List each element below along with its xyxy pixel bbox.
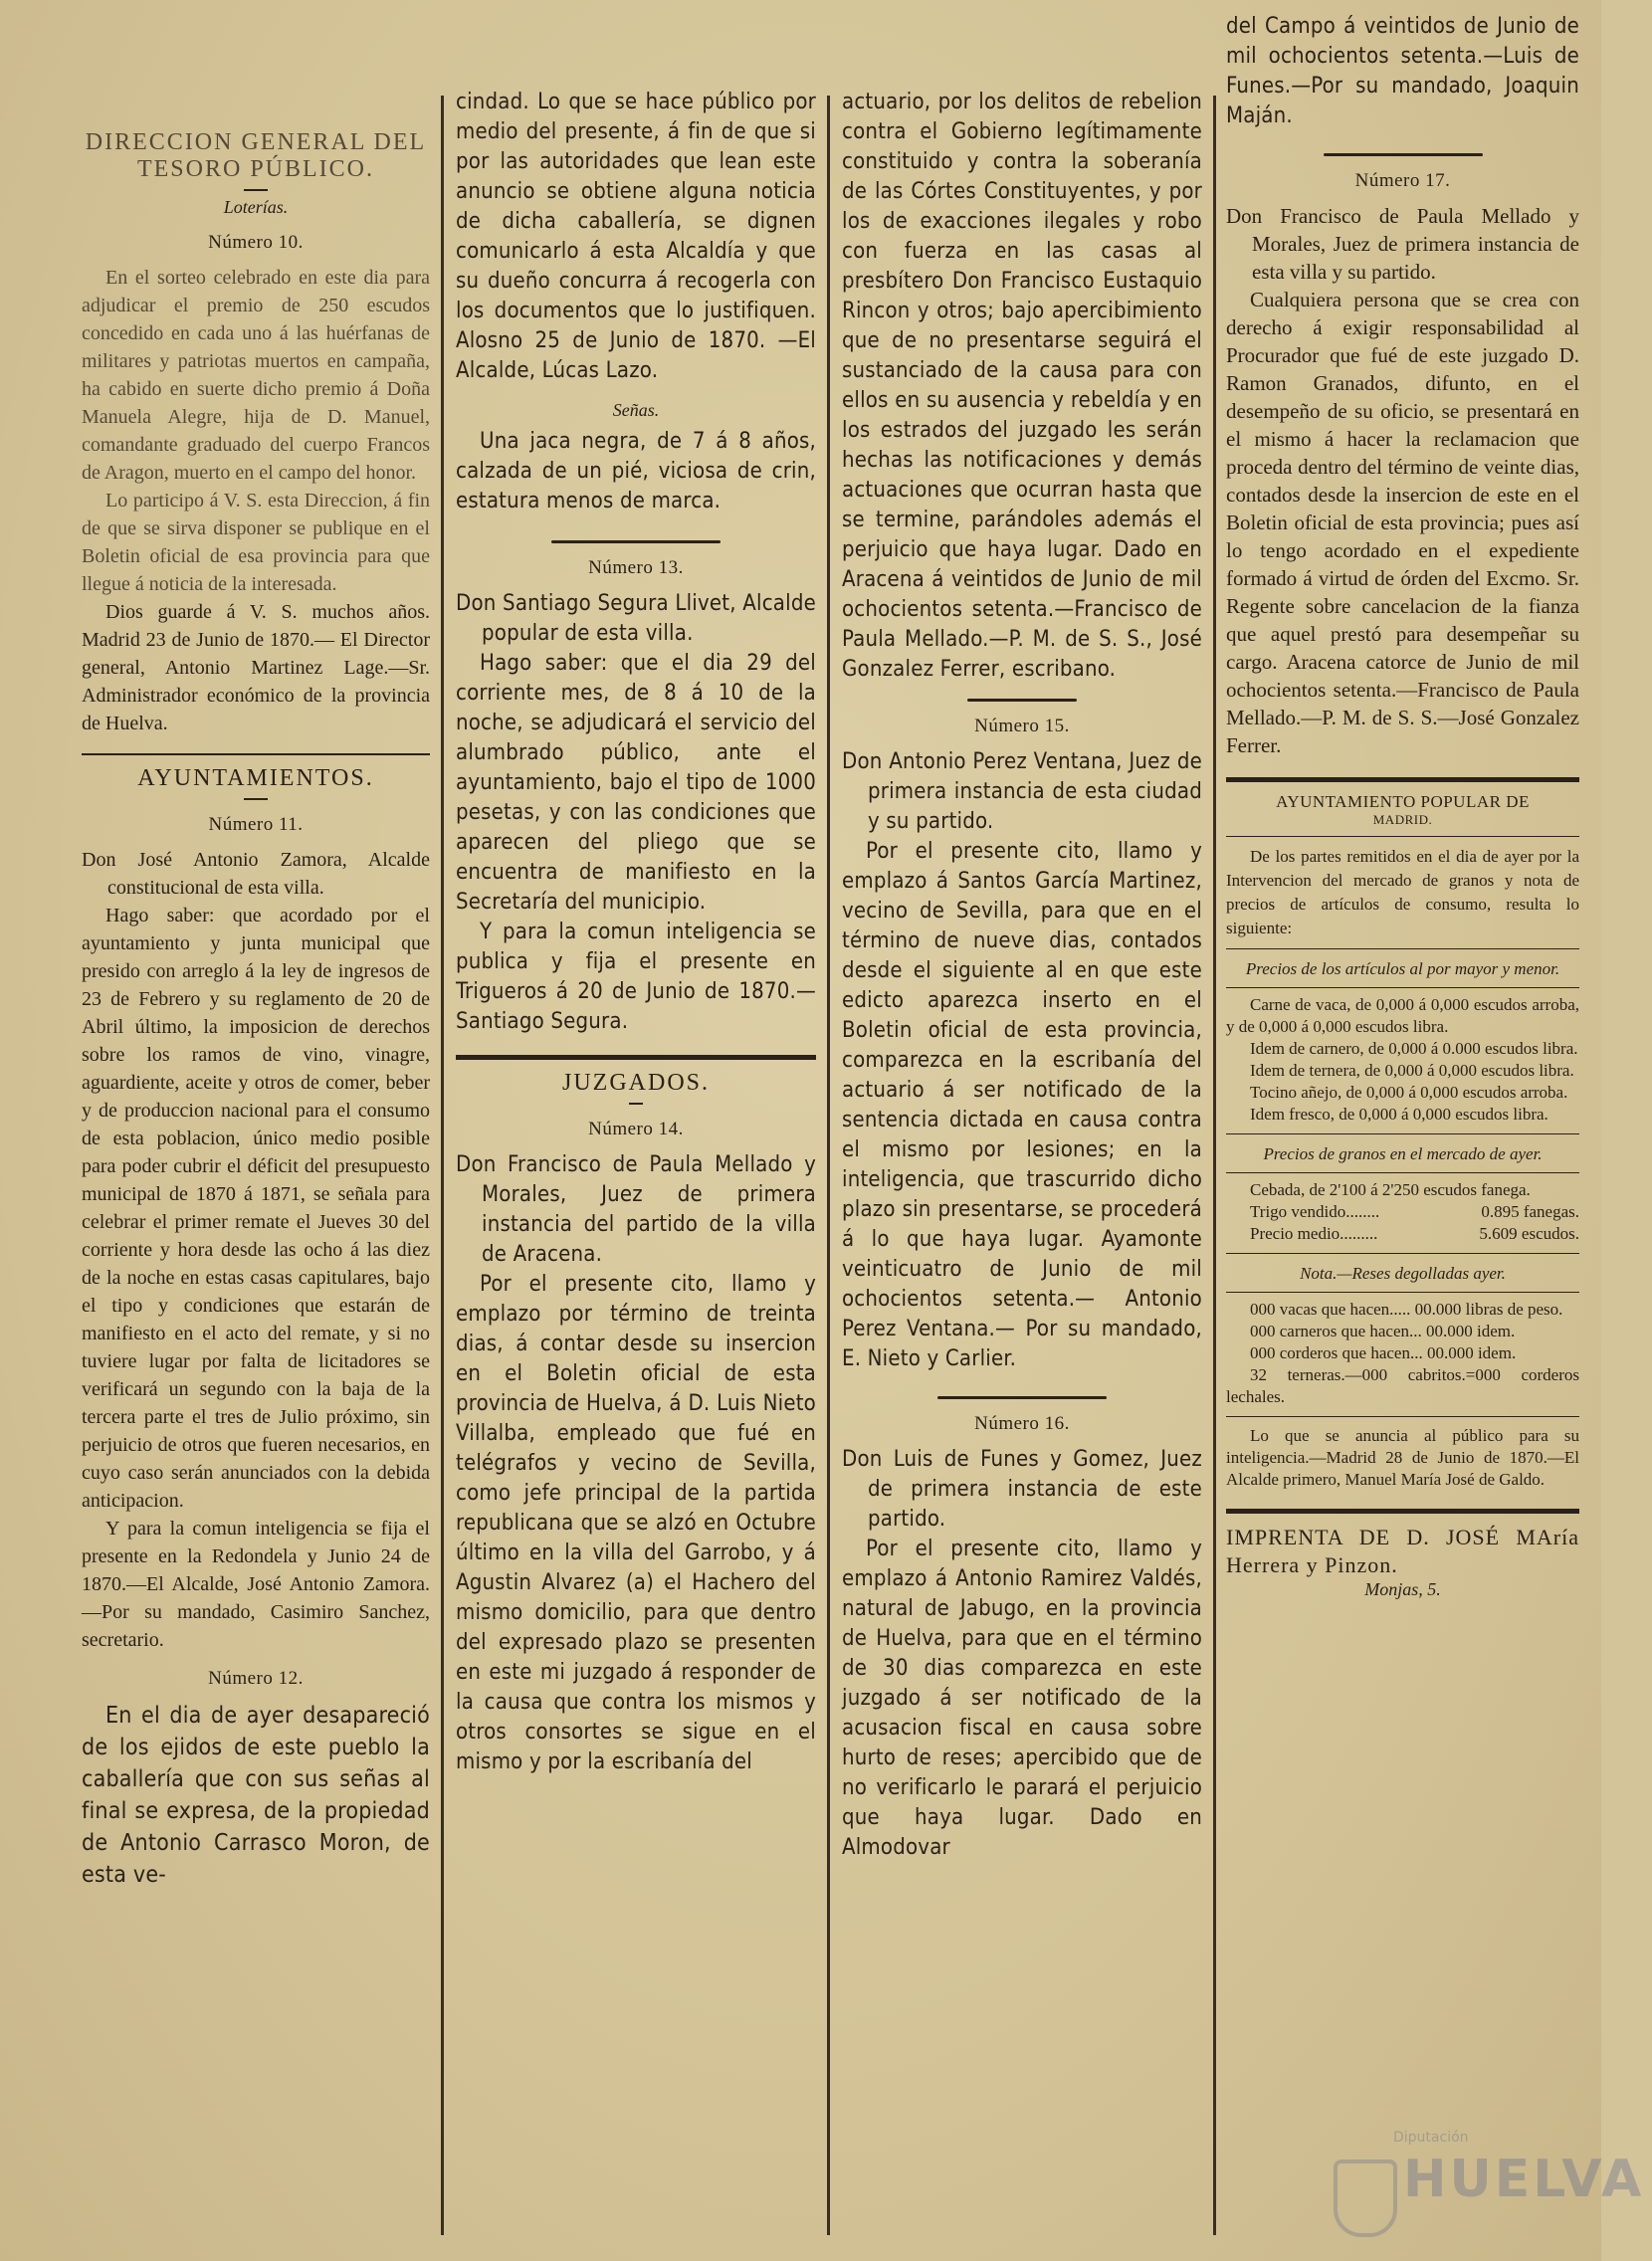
subsection-label: Precios de los artículos al por mayor y menor. <box>1245 959 1560 978</box>
notice-body: Hago saber: que acordado por el ayuntamiento y junta municipal que presido con arreglo á la ley de ingresos de 23 de Febrero y su reglamento de 20 de Abril último, la imposicion de derechos sobre los ramos de vino, vinagre, aguardiente, aceite y otros de comer, beber y de produccion nacional para el consumo de esta poblacion, único medio posible para poder cubrir el déficit del presupuesto municipal de 1870 á 1871, se señala para celebrar el primer remate el Jueves 30 del corriente y hora desde las ocho á las diez de la noche en estas casas capitulares, bajo el tipo y condiciones que estarán de manifiesto en el acto del remate, y si no tuviere lugar por falta de licitadores se verificará un segundo con la baja de la tercera parte el tres de Julio próximo, sin perjuicio de otros que fueren necesarios, en cuyo caso serán anunciados con la debida anticipacion. <box>82 905 430 1512</box>
price-value: 0.895 fanegas. <box>1481 1202 1579 1221</box>
notice-number: Número 11. <box>208 814 304 835</box>
notice-body: Y para la comun inteligencia se fija el presente en la Redondela y Junio 24 de 1870.—El Alcalde, José Antonio Zamora.—Por su mandado, Casimiro Sanchez, secretario. <box>82 1518 430 1651</box>
divider <box>1226 1133 1579 1134</box>
divider <box>1226 1253 1579 1254</box>
section-title-madrid: AYUNTAMIENTO POPULAR DE <box>1276 792 1530 811</box>
divider <box>967 699 1077 702</box>
section-title-ayuntamientos: AYUNTAMIENTOS. <box>137 765 374 791</box>
divider <box>1324 153 1483 156</box>
divider <box>937 1396 1107 1399</box>
section-subtitle: MADRID. <box>1372 812 1433 827</box>
divider <box>1226 987 1579 988</box>
divider <box>1226 948 1579 949</box>
price-line: Carne de vaca, de 0,000 á 0,000 escudos arroba, y de 0,000 á 0,000 escudos libra. <box>1226 995 1579 1036</box>
price-line: Tocino añejo, de 0,000 á 0,000 escudos arroba. <box>1250 1083 1568 1102</box>
notice-body: actuario, por los delitos de rebelion contra el Gobierno legítimamente constituido y contra la soberanía de las Córtes Constituyentes, y por los de exacciones ilegales y robo con fuerza en las casas al presbítero Don Francisco Eustaquio Rincon y otros; bajo apercibimiento que de no presentarse seguirá el sustanciado de la causa para con ellos en su ausencia y rebeldía y en los estrados del juzgado les serán hechas las notificaciones y demás actuaciones que ocurran hasta que se termine, parándoles además el perjuicio que haya lugar. Dado en Aracena á veintidos de Junio de mil ochocientos setenta.—Francisco de Paula Mellado.—P. M. de S. S., José Gonzalez Ferrer, escribano. <box>842 90 1202 682</box>
notice-heading: Don Luis de Funes y Gomez, Juez de primera instancia de este partido. <box>842 1447 1202 1532</box>
divider <box>1226 836 1579 837</box>
notice-body: Una jaca negra, de 7 á 8 años, calzada de un pié, viciosa de crin, estatura menos de marca. <box>456 429 816 514</box>
notice-body: Por el presente cito, llamo y emplazo á Antonio Ramirez Valdés, natural de Jabugo, en la provincia de Huelva, para que en el término de 30 dias comparezca en este juzgado á ser notificado de la acusacion fiscal en causa sobre hurto de reses; apercibido que de no verificarlo le parará el perjuicio que haya lugar. Dado en Almodovar <box>842 1537 1202 1860</box>
divider <box>629 1103 643 1105</box>
divider <box>1226 1292 1579 1293</box>
notice-number: Número 13. <box>588 557 684 578</box>
notice-number: Número 15. <box>974 716 1070 736</box>
column-4 <box>1226 12 1579 2251</box>
notice-heading: Don Antonio Perez Ventana, Juez de primera instancia de esta ciudad y su partido. <box>842 749 1202 834</box>
divider <box>1226 777 1579 782</box>
watermark-subtitle: Diputación <box>1393 2130 1469 2146</box>
price-line: Idem fresco, de 0,000 á 0,000 escudos libra. <box>1250 1105 1549 1124</box>
price-value: 5.609 escudos. <box>1479 1224 1579 1243</box>
price-line: Cebada, de 2'100 á 2'250 escudos fanega. <box>1250 1180 1531 1199</box>
notice-body: del Campo á veintidos de Junio de mil ochocientos setenta.—Luis de Funes.—Por su mandado, Joaquin Maján. <box>1226 14 1579 128</box>
notice-body: De los partes remitidos en el dia de ayer por la Intervencion del mercado de granos y nota de precios de artículos de consumo, resulta lo siguiente: <box>1226 847 1579 937</box>
watermark-seal-icon <box>1334 2159 1397 2237</box>
notice-body: Y para la comun inteligencia se publica y fija el presente en Trigueros á 20 de Junio de 1870.—Santiago Segura. <box>456 920 816 1034</box>
subsection-label: Loterías. <box>223 197 289 217</box>
section-title-tesoro <box>82 129 430 183</box>
divider <box>244 189 268 191</box>
notice-number: Número 16. <box>974 1413 1070 1434</box>
subsection-label: Precios de granos en el mercado de ayer. <box>1263 1144 1543 1163</box>
column-rule <box>1213 96 1216 2235</box>
subsection-label: Señas. <box>612 400 660 420</box>
notice-heading: Don Francisco de Paula Mellado y Morales, Juez de primera instancia de esta villa y su partido. <box>1226 204 1579 284</box>
printer-address: Monjas, 5. <box>1364 1579 1441 1599</box>
notice-body: cindad. Lo que se hace público por medio del presente, á fin de que si por las autoridades que lean este anuncio se obtiene alguna noticia de dicha caballería, se dignen comunicarlo á esta Alcaldía y que su dueño concurra á recogerla con los documentos que lo justifiquen. Alosno 25 de Junio de 1870. —El Alcalde, Lúcas Lazo. <box>456 90 816 383</box>
notice-body: Dios guarde á V. S. muchos años. Madrid 23 de Junio de 1870.— El Director general, Antonio Martinez Lage.—Sr. Administrador económico de la provincia de Huelva. <box>82 601 430 734</box>
price-line: 000 carneros que hacen... 00.000 idem. <box>1250 1322 1516 1340</box>
divider <box>456 1055 816 1060</box>
notice-body: Por el presente cito, llamo y emplazo á Santos García Martinez, vecino de Sevilla, para que en el término de nueve dias, contados desde el siguiente al en que este edicto aparezca inserto en el Boletin oficial de esta provincia, comparezca en la escribanía del actuario á ser notificado de la sentencia dictada en causa contra el mismo por lesiones; en la inteligencia, que trascurrido dicho plazo sin presentarse, se procederá á lo que haya lugar. Ayamonte veinticuatro de Junio de mil ochocientos setenta.— Antonio Perez Ventana.— Por su mandado, E. Nieto y Carlier. <box>842 839 1202 1371</box>
price-label: Precio medio......... <box>1250 1224 1378 1243</box>
price-row <box>1226 1223 1579 1245</box>
price-line: 000 vacas que hacen..... 00.000 libras de peso. <box>1250 1300 1563 1319</box>
price-line: Idem de ternera, de 0,000 á 0,000 escudos libra. <box>1250 1061 1574 1080</box>
notice-number: Número 17. <box>1354 170 1451 191</box>
column-3 <box>842 88 1202 2247</box>
divider <box>82 753 430 755</box>
watermark-logo: HUELVA <box>1403 2150 1645 2209</box>
column-rule <box>441 96 444 2235</box>
notice-body: Lo que se anuncia al público para su inteligencia.—Madrid 28 de Junio de 1870.—El Alcalde primero, Manuel María José de Galdo. <box>1226 1426 1579 1489</box>
price-line: 000 corderos que hacen... 00.000 idem. <box>1250 1343 1517 1362</box>
notice-body: Lo participo á V. S. esta Direccion, á fin de que se sirva disponer se publique en el Boletin oficial de esa provincia para que llegue á noticia de la interesada. <box>82 490 430 595</box>
section-title-juzgados: JUZGADOS. <box>561 1070 710 1096</box>
section-title-line: TESORO PÚBLICO. <box>136 156 375 182</box>
column-2 <box>456 88 816 2247</box>
divider <box>1226 1509 1579 1514</box>
divider <box>1226 1416 1579 1417</box>
price-line: Idem de carnero, de 0,000 á 0.000 escudos libra. <box>1250 1039 1578 1058</box>
column-1 <box>82 88 430 2247</box>
notice-body: Por el presente cito, llamo y emplazo por término de treinta dias, á contar desde su insercion en el Boletin oficial de esta provincia de Huelva, á D. Luis Nieto Villalba, empleado que fué en telégrafos y vecino de Sevilla, como jefe principal de la partida republicana que se alzó en Octubre último en la villa del Garrobo, y á Agustin Alvarez (a) el Hachero del mismo domicilio, para que dentro del expresado plazo se presenten en este mi juzgado á responder de la causa que contra los mismos y otros consortes se sigue en el mismo y por la escribanía del <box>456 1272 816 1774</box>
section-title-line: DIRECCION GENERAL DEL <box>85 129 427 155</box>
notice-number: Número 12. <box>208 1668 304 1689</box>
notice-heading: Don José Antonio Zamora, Alcalde constitucional de esta villa. <box>82 849 430 899</box>
divider <box>551 540 721 543</box>
notice-number: Número 14. <box>588 1119 684 1139</box>
notice-heading: Don Santiago Segura Llivet, Alcalde popular de esta villa. <box>456 591 816 646</box>
notice-body: En el dia de ayer desapareció de los ejidos de este pueblo la caballería que con sus señas al final se expresa, de la propiedad de Antonio Carrasco Moron, de esta ve- <box>82 1703 430 1888</box>
notice-number: Número 10. <box>208 232 304 253</box>
notice-body: En el sorteo celebrado en este dia para adjudicar el premio de 250 escudos concedido en cada uno á las huérfanas de militares y patriotas muertos en campaña, ha cabido en suerte dicho premio á Doña Manuela Alegre, hija de D. Manuel, comandante graduado del cuerpo Francos de Aragon, muerto en el campo del honor. <box>82 267 430 484</box>
column-rule <box>827 96 830 2235</box>
printer-imprint: IMPRENTA DE D. JOSÉ MAría Herrera y Pinzon. <box>1226 1525 1579 1577</box>
divider <box>1226 1172 1579 1173</box>
subsection-label: Nota.—Reses degolladas ayer. <box>1300 1264 1506 1283</box>
notice-body: Cualquiera persona que se crea con derecho á exigir responsabilidad al Procurador que fué de este juzgado D. Ramon Granados, difunto, en el desempeño de su oficio, se presentará en el mismo á hacer la reclamacion que proceda dentro del término de veinte dias, contados desde la insercion de este en el Boletin oficial de esta provincia; pues así lo tengo acordado en el expediente formado á virtud de órden del Excmo. Sr. Regente sobre cancelacion de la fianza que aquel prestó para desempeñar su cargo. Aracena catorce de Junio de mil ochocientos setenta.—Francisco de Paula Mellado.—P. M. de S. S.—José Gonzalez Ferrer. <box>1226 288 1579 757</box>
divider <box>244 798 268 800</box>
notice-heading: Don Francisco de Paula Mellado y Morales, Juez de primera instancia del partido de la villa de Aracena. <box>456 1152 816 1267</box>
price-line: 32 terneras.—000 cabritos.=000 corderos lechales. <box>1226 1365 1579 1406</box>
price-row <box>1226 1201 1579 1223</box>
notice-body: Hago saber: que el dia 29 del corriente mes, de 8 á 10 de la noche, se adjudicará el servicio del alumbrado público, ante el ayuntamiento, bajo el tipo de 1000 pesetas, y con las condiciones que aparecen del pliego que se encuentra de manifiesto en la Secretaría del municipio. <box>456 651 816 915</box>
price-label: Trigo vendido........ <box>1250 1202 1380 1221</box>
